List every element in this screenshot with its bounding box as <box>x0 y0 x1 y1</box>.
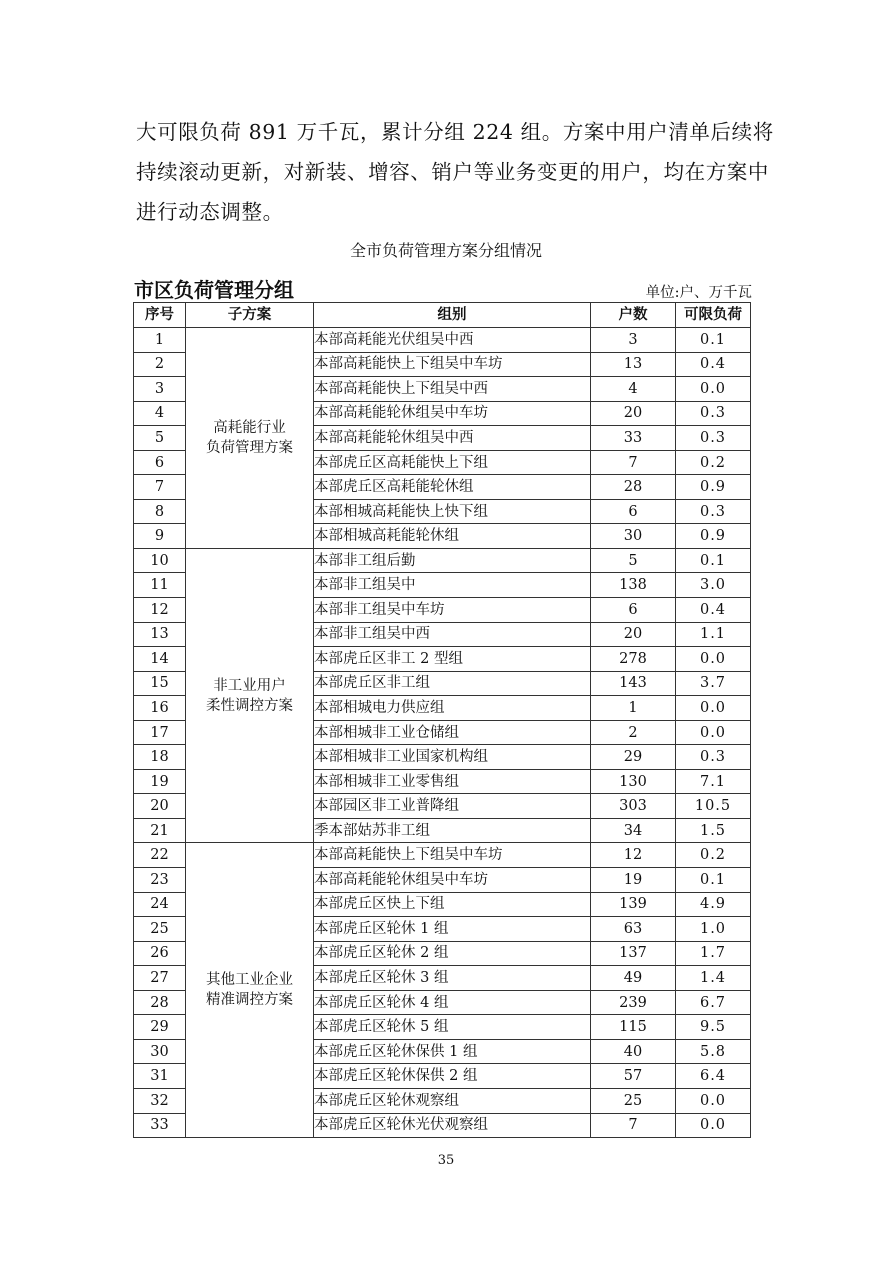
household-count: 29 <box>591 745 676 770</box>
header-load: 可限负荷 <box>676 303 751 328</box>
household-count: 138 <box>591 573 676 598</box>
household-count: 3 <box>591 328 676 353</box>
curtailable-load: 6.7 <box>676 990 751 1015</box>
curtailable-load: 1.0 <box>676 917 751 942</box>
group-name: 本部虎丘区轮休保供 1 组 <box>314 1039 591 1064</box>
row-number: 23 <box>134 868 186 893</box>
group-name: 本部虎丘区高耗能快上下组 <box>314 450 591 475</box>
row-number: 5 <box>134 426 186 451</box>
row-number: 29 <box>134 1015 186 1040</box>
curtailable-load: 0.1 <box>676 868 751 893</box>
group-name: 本部相城非工业国家机构组 <box>314 745 591 770</box>
group-name: 本部相城非工业仓储组 <box>314 720 591 745</box>
sub-plan-line: 其他工业企业 <box>206 972 293 989</box>
row-number: 28 <box>134 990 186 1015</box>
household-count: 19 <box>591 868 676 893</box>
row-number: 22 <box>134 843 186 868</box>
group-name: 本部非工组吴中车坊 <box>314 598 591 623</box>
household-count: 34 <box>591 818 676 843</box>
row-number: 19 <box>134 769 186 794</box>
household-count: 143 <box>591 671 676 696</box>
row-number: 7 <box>134 475 186 500</box>
curtailable-load: 0.0 <box>676 696 751 721</box>
household-count: 20 <box>591 622 676 647</box>
header-plan: 子方案 <box>186 303 314 328</box>
curtailable-load: 0.3 <box>676 401 751 426</box>
household-count: 7 <box>591 1113 676 1138</box>
row-number: 21 <box>134 818 186 843</box>
household-count: 25 <box>591 1088 676 1113</box>
group-name: 本部非工组吴中 <box>314 573 591 598</box>
household-count: 115 <box>591 1015 676 1040</box>
curtailable-load: 0.2 <box>676 843 751 868</box>
household-count: 63 <box>591 917 676 942</box>
table-body <box>134 328 751 1138</box>
group-name: 本部高耗能快上下组吴中车坊 <box>314 843 591 868</box>
sub-plan-cell <box>186 843 314 1138</box>
group-name: 本部虎丘区轮休 3 组 <box>314 966 591 991</box>
group-name: 本部虎丘区非工组 <box>314 671 591 696</box>
household-count: 1 <box>591 696 676 721</box>
group-name: 本部高耗能快上下组吴中车坊 <box>314 352 591 377</box>
household-count: 30 <box>591 524 676 549</box>
curtailable-load: 1.4 <box>676 966 751 991</box>
curtailable-load: 0.1 <box>676 328 751 353</box>
curtailable-load: 5.8 <box>676 1039 751 1064</box>
row-number: 4 <box>134 401 186 426</box>
household-count: 278 <box>591 647 676 672</box>
curtailable-load: 0.3 <box>676 745 751 770</box>
header-count: 户数 <box>591 303 676 328</box>
row-number: 20 <box>134 794 186 819</box>
curtailable-load: 3.0 <box>676 573 751 598</box>
household-count: 49 <box>591 966 676 991</box>
header-group: 组别 <box>314 303 591 328</box>
curtailable-load: 1.1 <box>676 622 751 647</box>
household-count: 137 <box>591 941 676 966</box>
row-number: 32 <box>134 1088 186 1113</box>
group-name: 本部相城高耗能快上快下组 <box>314 499 591 524</box>
group-name: 本部虎丘区轮休 1 组 <box>314 917 591 942</box>
row-number: 13 <box>134 622 186 647</box>
table-row <box>134 328 751 353</box>
group-name: 本部虎丘区高耗能轮休组 <box>314 475 591 500</box>
household-count: 20 <box>591 401 676 426</box>
group-name: 本部高耗能轮休组吴中西 <box>314 426 591 451</box>
paragraph-line: 持续滚动更新，对新装、增容、销户等业务变更的用户，均在方案中 <box>136 160 769 184</box>
row-number: 6 <box>134 450 186 475</box>
row-number: 25 <box>134 917 186 942</box>
group-name: 本部虎丘区轮休观察组 <box>314 1088 591 1113</box>
group-name: 本部虎丘区非工 2 型组 <box>314 647 591 672</box>
row-number: 33 <box>134 1113 186 1138</box>
curtailable-load: 0.4 <box>676 352 751 377</box>
group-name: 本部相城高耗能轮休组 <box>314 524 591 549</box>
curtailable-load: 0.3 <box>676 499 751 524</box>
curtailable-load: 0.1 <box>676 548 751 573</box>
curtailable-load: 7.1 <box>676 769 751 794</box>
paragraph-line: 进行动态调整。 <box>136 200 284 224</box>
curtailable-load: 9.5 <box>676 1015 751 1040</box>
section-title: 市区负荷管理分组 <box>134 278 294 302</box>
body-paragraph <box>136 112 774 232</box>
row-number: 30 <box>134 1039 186 1064</box>
table-header-row <box>134 303 751 328</box>
household-count: 5 <box>591 548 676 573</box>
household-count: 239 <box>591 990 676 1015</box>
row-number: 2 <box>134 352 186 377</box>
row-number: 27 <box>134 966 186 991</box>
row-number: 17 <box>134 720 186 745</box>
header-no: 序号 <box>134 303 186 328</box>
curtailable-load: 6.4 <box>676 1064 751 1089</box>
paragraph-line: 大可限负荷 891 万千瓦，累计分组 224 组。方案中用户清单后续将 <box>136 120 774 144</box>
household-count: 303 <box>591 794 676 819</box>
sub-plan-line: 高耗能行业 <box>213 419 286 436</box>
curtailable-load: 0.0 <box>676 720 751 745</box>
household-count: 6 <box>591 598 676 623</box>
household-count: 13 <box>591 352 676 377</box>
group-name: 本部相城电力供应组 <box>314 696 591 721</box>
curtailable-load: 0.0 <box>676 1088 751 1113</box>
table-row <box>134 548 751 573</box>
household-count: 4 <box>591 377 676 402</box>
household-count: 139 <box>591 892 676 917</box>
sub-plan-line: 精准调控方案 <box>206 992 293 1009</box>
group-name: 本部虎丘区轮休保供 2 组 <box>314 1064 591 1089</box>
row-number: 16 <box>134 696 186 721</box>
curtailable-load: 1.5 <box>676 818 751 843</box>
group-name: 本部相城非工业零售组 <box>314 769 591 794</box>
household-count: 2 <box>591 720 676 745</box>
row-number: 26 <box>134 941 186 966</box>
table-row <box>134 843 751 868</box>
group-name: 本部非工组吴中西 <box>314 622 591 647</box>
row-number: 18 <box>134 745 186 770</box>
row-number: 14 <box>134 647 186 672</box>
load-group-table <box>133 302 751 1138</box>
group-name: 本部虎丘区轮休 2 组 <box>314 941 591 966</box>
page-number: 35 <box>437 1153 455 1168</box>
curtailable-load: 0.0 <box>676 377 751 402</box>
household-count: 12 <box>591 843 676 868</box>
group-name: 本部高耗能光伏组吴中西 <box>314 328 591 353</box>
household-count: 7 <box>591 450 676 475</box>
row-number: 31 <box>134 1064 186 1089</box>
row-number: 15 <box>134 671 186 696</box>
group-name: 本部虎丘区轮休 5 组 <box>314 1015 591 1040</box>
sub-plan-line: 柔性调控方案 <box>206 697 293 714</box>
household-count: 57 <box>591 1064 676 1089</box>
curtailable-load: 1.7 <box>676 941 751 966</box>
group-name: 本部高耗能快上下组吴中西 <box>314 377 591 402</box>
curtailable-load: 3.7 <box>676 671 751 696</box>
table-caption: 全市负荷管理方案分组情况 <box>349 241 542 260</box>
row-number: 9 <box>134 524 186 549</box>
sub-plan-line: 负荷管理方案 <box>206 439 293 456</box>
row-number: 3 <box>134 377 186 402</box>
sub-plan-cell <box>186 548 314 843</box>
household-count: 130 <box>591 769 676 794</box>
unit-label: 单位:户、万千瓦 <box>645 285 752 301</box>
group-name: 本部虎丘区轮休 4 组 <box>314 990 591 1015</box>
curtailable-load: 0.0 <box>676 647 751 672</box>
group-name: 季本部姑苏非工组 <box>314 818 591 843</box>
group-name: 本部非工组后勤 <box>314 548 591 573</box>
row-number: 12 <box>134 598 186 623</box>
group-name: 本部园区非工业普降组 <box>314 794 591 819</box>
curtailable-load: 0.9 <box>676 475 751 500</box>
household-count: 28 <box>591 475 676 500</box>
row-number: 1 <box>134 328 186 353</box>
group-name: 本部高耗能轮休组吴中车坊 <box>314 868 591 893</box>
sub-plan-line: 非工业用户 <box>213 677 286 694</box>
household-count: 6 <box>591 499 676 524</box>
curtailable-load: 0.9 <box>676 524 751 549</box>
household-count: 33 <box>591 426 676 451</box>
row-number: 24 <box>134 892 186 917</box>
sub-plan-cell <box>186 328 314 549</box>
group-name: 本部高耗能轮休组吴中车坊 <box>314 401 591 426</box>
group-name: 本部虎丘区快上下组 <box>314 892 591 917</box>
curtailable-load: 0.3 <box>676 426 751 451</box>
row-number: 10 <box>134 548 186 573</box>
curtailable-load: 4.9 <box>676 892 751 917</box>
row-number: 11 <box>134 573 186 598</box>
curtailable-load: 0.4 <box>676 598 751 623</box>
curtailable-load: 0.0 <box>676 1113 751 1138</box>
curtailable-load: 10.5 <box>676 794 751 819</box>
group-name: 本部虎丘区轮休光伏观察组 <box>314 1113 591 1138</box>
household-count: 40 <box>591 1039 676 1064</box>
row-number: 8 <box>134 499 186 524</box>
curtailable-load: 0.2 <box>676 450 751 475</box>
